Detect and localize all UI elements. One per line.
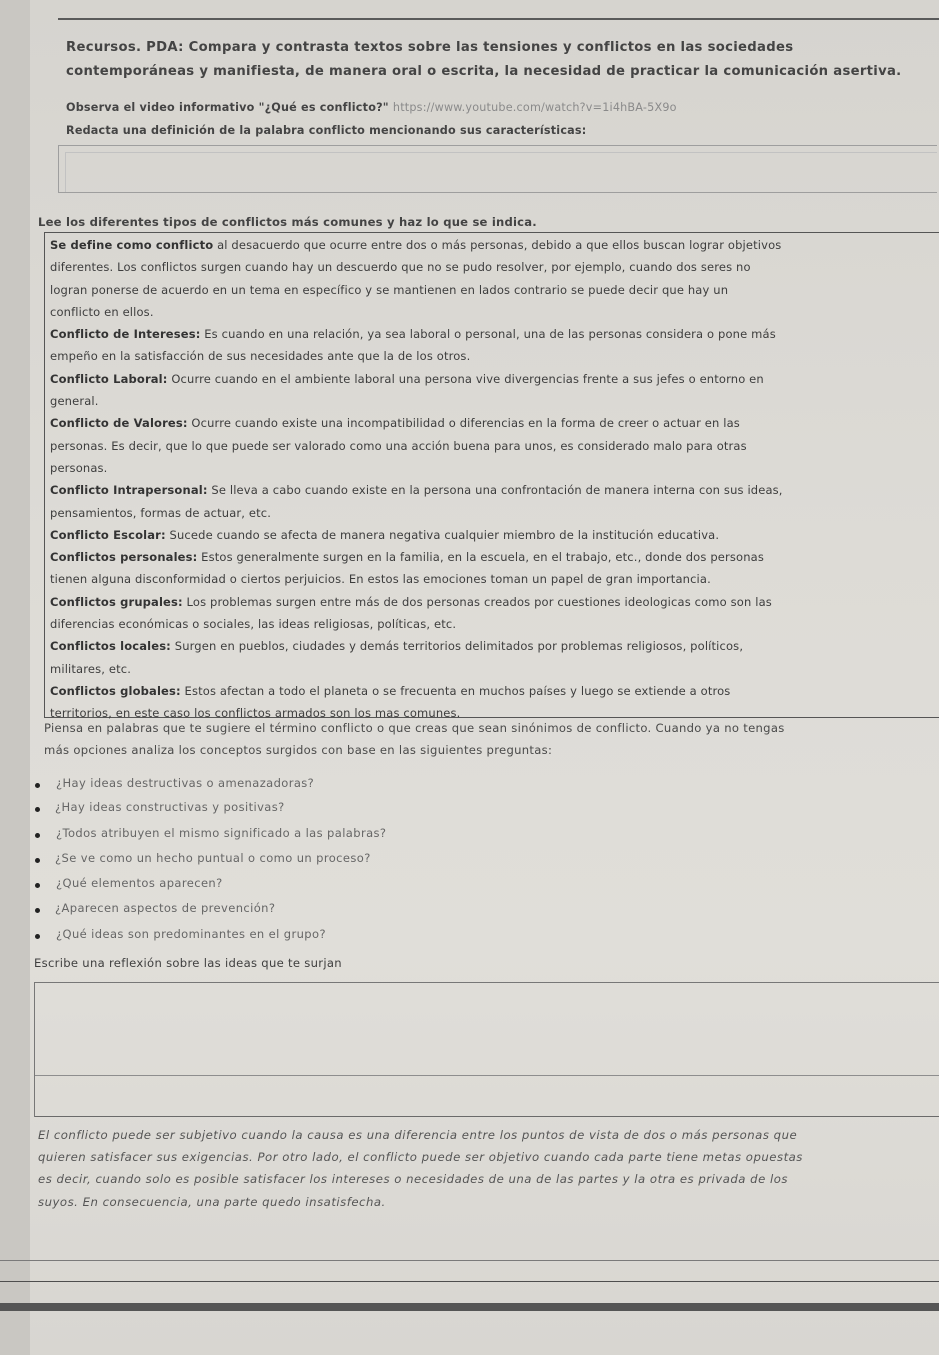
conflict-type-text: tienen alguna disconformidad o ciertos perjuicios. En estos las emociones toman un papel de gran importancia. [50, 572, 711, 587]
types-line [50, 256, 939, 278]
types-line [50, 658, 939, 680]
conflict-type-text: Ocurre cuando existe una incompatibilidad o diferencias en la forma de creer o actuar en las [187, 416, 740, 431]
conflict-type-text: militares, etc. [50, 661, 132, 676]
types-line [50, 524, 939, 546]
conflict-type-text: diferentes. Los conflictos surgen cuando hay un descuerdo que no se pudo resolver, por ejemplo, cuando dos seres no [50, 260, 751, 275]
types-line [50, 301, 939, 323]
types-line [50, 368, 939, 390]
types-line [50, 323, 939, 345]
conflict-type-text: Surgen en pueblos, ciudades y demás territorios delimitados por problemas religiosos, políticos, [170, 639, 744, 654]
definition-prompt: Redacta una definición de la palabra conflicto mencionando sus características: [66, 124, 587, 137]
bottom-bar [0, 1303, 939, 1311]
conflict-type-text: pensamientos, formas de actuar, etc. [50, 505, 272, 520]
types-line [50, 279, 939, 301]
types-line [50, 546, 939, 568]
header-line-2: contemporáneas y manifiesta, de manera oral o escrita, la necesidad de practicar la comunicación asertiva. [66, 64, 902, 79]
bullet-icon [35, 934, 40, 939]
question-item: ¿Se ve como un hecho puntual o como un proceso? [55, 851, 371, 865]
question-item: ¿Hay ideas destructivas o amenazadoras? [56, 776, 315, 790]
types-line [50, 435, 939, 457]
conflict-type-term: Conflicto Intrapersonal: [50, 483, 208, 498]
reflection-answer-box[interactable] [34, 982, 939, 1117]
conflict-type-text: conflicto en ellos. [50, 304, 154, 319]
question-item: ¿Todos atribuyen el mismo significado a las palabras? [56, 826, 387, 840]
closing-line-3: es decir, cuando solo es posible satisfacer los intereses o necesidades de una de las partes y la otra es privada de los [38, 1172, 788, 1186]
closing-line-1: El conflicto puede ser subjetivo cuando la causa es una diferencia entre los puntos de vista de dos o más personas que [38, 1128, 798, 1142]
conflict-type-term: Conflictos globales: [50, 683, 181, 698]
types-line [50, 502, 939, 524]
bullet-icon [35, 908, 40, 913]
types-prompt: Lee los diferentes tipos de conflictos más comunes y haz lo que se indica. [38, 215, 537, 229]
conflict-type-text: Estos generalmente surgen en la familia, en la escuela, en el trabajo, etc., donde dos personas [197, 550, 764, 565]
video-url[interactable]: https://www.youtube.com/watch?v=1i4hBA-5X9o [392, 101, 677, 114]
types-line [50, 479, 939, 501]
top-rule [58, 18, 939, 20]
types-line [50, 457, 939, 479]
conflict-type-text: Ocurre cuando en el ambiente laboral una persona vive divergencias frente a sus jefes o entorno en [167, 371, 764, 386]
types-line [50, 345, 939, 367]
types-line [50, 635, 939, 657]
conflict-type-term: Conflictos locales: [50, 639, 171, 654]
reflection-prompt: Escribe una reflexión sobre las ideas que te surjan [34, 956, 342, 970]
conflict-type-text: al desacuerdo que ocurre entre dos o más personas, debido a que ellos buscan lograr objetivos [213, 238, 782, 252]
conflict-types-text [50, 234, 939, 725]
conflict-type-text: territorios, en este caso los conflictos armados son los mas comunes. [50, 706, 461, 721]
video-label: Observa el video informativo "¿Qué es conflicto?" [66, 101, 389, 114]
bullet-icon [35, 858, 40, 863]
conflict-type-text: Los problemas surgen entre más de dos personas creados por cuestiones ideologicas como son las [182, 594, 772, 609]
bullet-icon [35, 833, 40, 838]
conflict-type-term: Conflicto Laboral: [50, 371, 168, 386]
conflict-type-term: Se define como conflicto [50, 238, 214, 252]
conflict-type-text: general. [50, 394, 99, 409]
conflict-type-term: Conflicto de Intereses: [50, 327, 201, 342]
definition-answer-box[interactable] [58, 145, 937, 193]
types-line [50, 234, 939, 256]
bullet-icon [35, 883, 40, 888]
closing-line-4: suyos. En consecuencia, una parte quedo insatisfecha. [38, 1195, 386, 1209]
header-line-1: Recursos. PDA: Compara y contrasta textos sobre las tensiones y conflictos en las sociedades [66, 40, 794, 55]
closing-line-2: quieren satisfacer sus exigencias. Por otro lado, el conflicto puede ser objetivo cuando cada parte tiene metas opuestas [38, 1150, 803, 1164]
types-line [50, 591, 939, 613]
question-item: ¿Qué elementos aparecen? [56, 876, 223, 890]
types-line [50, 390, 939, 412]
types-line [50, 412, 939, 434]
bullet-icon [35, 807, 40, 812]
bottom-rule [0, 1260, 939, 1282]
conflict-type-text: empeño en la satisfacción de sus necesidades ante que la de los otros. [50, 349, 471, 364]
types-line [50, 680, 939, 702]
bullet-icon [35, 783, 40, 788]
conflict-type-text: Se lleva a cabo cuando existe en la persona una confrontación de manera interna con sus ideas, [207, 483, 783, 498]
answer-line [35, 1116, 939, 1117]
question-item: ¿Qué ideas son predominantes en el grupo? [56, 927, 326, 941]
conflict-type-term: Conflicto Escolar: [50, 527, 166, 542]
conflict-type-term: Conflicto de Valores: [50, 416, 188, 431]
conflict-type-text: diferencias económicas o sociales, las ideas religiosas, políticas, etc. [50, 617, 457, 632]
conflict-type-text: logran ponerse de acuerdo en un tema en específico y se mantienen en lados contrario se puede decir que hay un [50, 282, 729, 297]
conflict-type-term: Conflictos personales: [50, 550, 198, 565]
conflict-type-text: Estos afectan a todo el planeta o se frecuenta en muchos países y luego se extiende a otros [180, 683, 731, 698]
conflict-type-text: personas. Es decir, que lo que puede ser valorado como una acción buena para unos, es considerado malo para otras [50, 438, 747, 453]
video-instruction [66, 101, 677, 114]
conflict-type-text: Sucede cuando se afecta de manera negativa cualquier miembro de la institución educativa. [165, 527, 720, 542]
types-line [50, 613, 939, 635]
answer-line [35, 1075, 939, 1076]
question-item: ¿Aparecen aspectos de prevención? [55, 901, 276, 915]
types-line [50, 568, 939, 590]
think-line-1: Piensa en palabras que te sugiere el término conflicto o que creas que sean sinónimos de conflicto. Cuando ya no tengas [44, 721, 785, 735]
conflict-type-term: Conflictos grupales: [50, 594, 183, 609]
question-item: ¿Hay ideas constructivas y positivas? [55, 800, 285, 814]
conflict-type-text: Es cuando en una relación, ya sea laboral o personal, una de las personas considera o pone más [200, 327, 776, 342]
conflict-type-text: personas. [50, 460, 108, 475]
think-line-2: más opciones analiza los conceptos surgidos con base en las siguientes preguntas: [44, 743, 553, 757]
